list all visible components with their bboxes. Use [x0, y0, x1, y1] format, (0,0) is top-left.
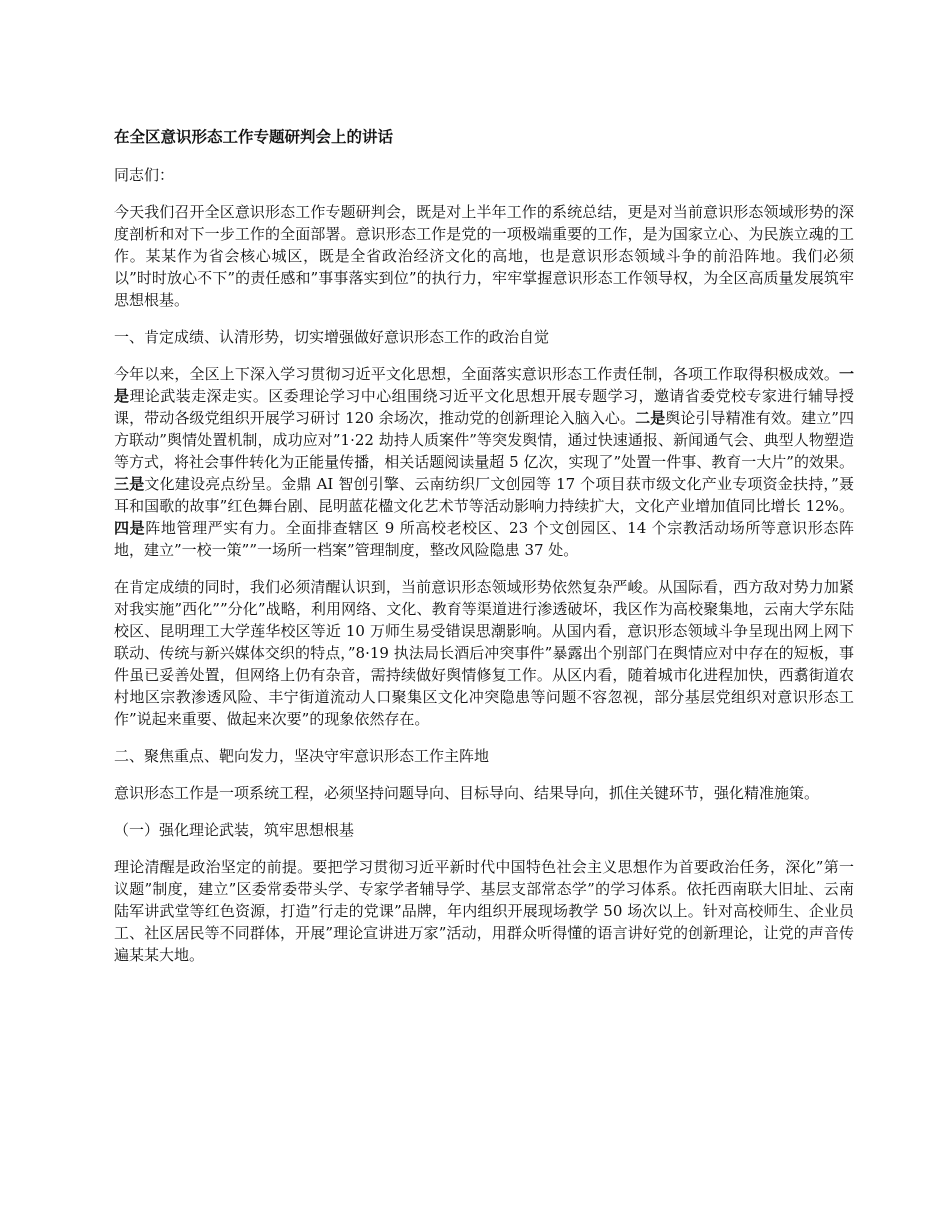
point-2-text: 舆论引导精准有效。建立”四方联动”舆情处置机制，成功应对”1·22 劫持人质案件”等突发舆情，通过快速通报、新闻通气会、典型人物塑造等方式，将社会事件转化为正能量传播，相关话题阅读量超 5 亿次，实现了”处置一件事、教育一大片”的效果。	[114, 409, 855, 471]
point-4-marker: 四是	[114, 519, 146, 537]
section-2-heading: 二、聚焦重点、靶向发力，坚决守牢意识形态工作主阵地	[114, 747, 490, 765]
point-4-text: 阵地管理严实有力。全面排查辖区 9 所高校老校区、23 个文创园区、14 个宗教活动场所等意识形态阵地，建立”一校一策””一场所一档案”管理制度，整改风险隐患 37 处。	[114, 519, 854, 559]
subsection-1-heading: （一）强化理论武装，筑牢思想根基	[114, 821, 355, 839]
section-1-heading: 一、肯定成绩、认清形势，切实增强做好意识形态工作的政治自觉	[114, 328, 550, 346]
situation-paragraph: 在肯定成绩的同时，我们必须清醒认识到，当前意识形态领域形势依然复杂严峻。从国际看，西方敌对势力加紧对我实施”西化””分化”战略，利用网络、文化、教育等渠道进行渗透破坏，我区作为高校聚集地，云南大学东陆校区、昆明理工大学莲华校区等近 10 万师生易受错误思潮影响。从国内看，意识形态领域斗争呈现出网上网下联动、传统与新兴媒体交织的特点，”8·19 执法局长酒后冲突事件”暴露出个别部门在舆情应对中存在的短板，事件虽已妥善处置，但网络上仍有杂音，需持续做好舆情修复工作。从区内看，随着城市化进程加快，西翥街道农村地区宗教渗透风险、丰宁街道流动人口聚集区文化冲突隐患等问题不容忽视，部分基层党组织对意识形态工作”说起来重要、做起来次要”的现象依然存在。	[114, 578, 854, 728]
document-page	[114, 126, 854, 981]
salutation: 同志们：	[114, 166, 175, 184]
achievements-paragraph	[114, 363, 854, 561]
achievements-lead: 今年以来，全区上下深入学习贯彻习近平文化思想，全面落实意识形态工作责任制，各项工作取得积极成效。	[114, 365, 839, 383]
subsection-1-paragraph: 理论清醒是政治坚定的前提。要把学习贯彻习近平新时代中国特色社会主义思想作为首要政治任务，深化”第一议题”制度，建立”区委常委带头学、专家学者辅导学、基层支部常态学”的学习体系。依托西南联大旧址、云南陆军讲武堂等红色资源，打造”行走的党课”品牌，年内组织开展现场教学 50 场次以上。针对高校师生、企业员工、社区居民等不同群体，开展”理论宣讲进万家”活动，用群众听得懂的语言讲好党的创新理论，让党的声音传遍某某大地。	[114, 858, 854, 964]
point-2-marker: 二是	[635, 409, 666, 427]
section-2-intro: 意识形态工作是一项系统工程，必须坚持问题导向、目标导向、结果导向，抓住关键环节，强化精准施策。	[114, 784, 820, 802]
point-1-marker: 一是	[114, 365, 854, 405]
point-1-text: 理论武装走深走实。区委理论学习中心组围绕习近平文化思想开展专题学习，邀请省委党校专家进行辅导授课，带动各级党组织开展学习研讨 120 余场次，推动党的创新理论入脑入心。	[114, 387, 854, 427]
intro-paragraph: 今天我们召开全区意识形态工作专题研判会，既是对上半年工作的系统总结，更是对当前意识形态领域形势的深度剖析和对下一步工作的全面部署。意识形态工作是党的一项极端重要的工作，是为国家立心、为民族立魂的工作。某某作为省会核心城区，既是全省政治经济文化的高地，也是意识形态领域斗争的前沿阵地。我们必须以”时时放心不下”的责任感和”事事落实到位”的执行力，牢牢掌握意识形态工作领导权，为全区高质量发展筑牢思想根基。	[114, 203, 854, 309]
document-title: 在全区意识形态工作专题研判会上的讲话	[114, 127, 394, 146]
point-3-marker: 三是	[114, 475, 145, 493]
point-3-text: 文化建设亮点纷呈。金鼎 AI 智创引擎、云南纺织厂文创园等 17 个项目获市级文化产业专项资金扶持，”聂耳和国歌的故事”红色舞台剧、昆明蓝花楹文化艺术节等活动影响力持续扩大，文化产业增加值同比增长 12%。	[114, 475, 854, 515]
